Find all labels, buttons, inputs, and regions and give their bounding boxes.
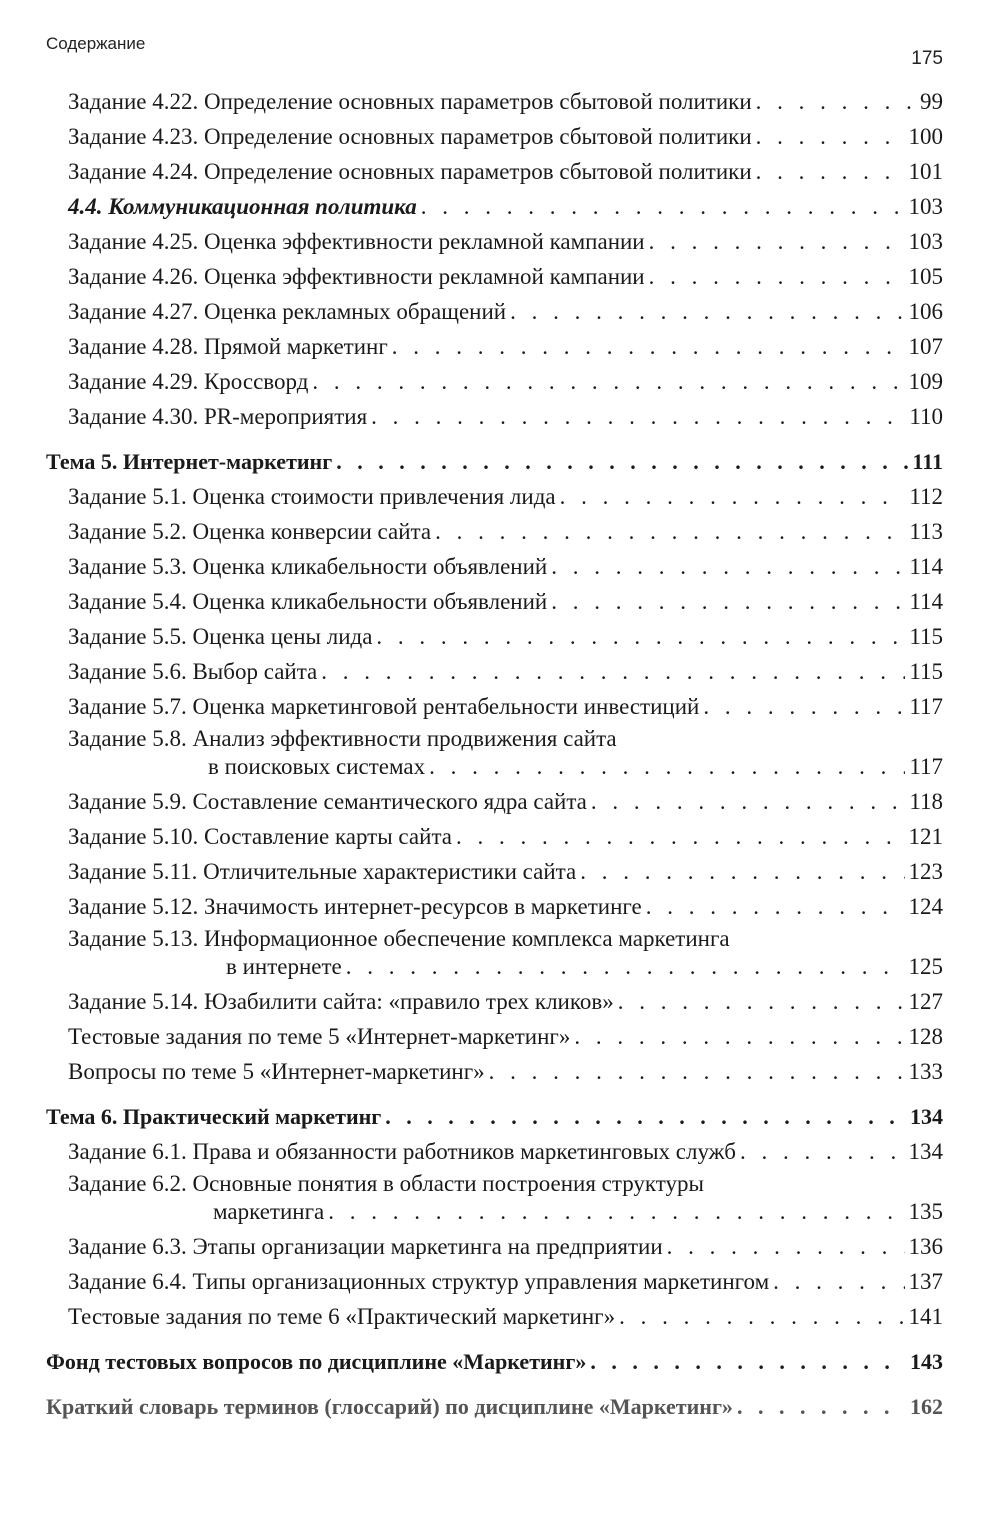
entry-page: 141: [908, 1304, 943, 1329]
entry-page: 118: [909, 789, 943, 814]
entry-page: 135: [908, 1199, 943, 1224]
entry-page: 125: [908, 954, 943, 979]
entry-title: Задание 5.4. Оценка кликабельности объявлений: [68, 589, 548, 614]
entry-title: Задание 5.6. Выбор сайта: [68, 659, 318, 684]
entry-title: Задание 4.26. Оценка эффективности рекламной кампании: [68, 264, 645, 289]
toc-entry: [46, 154, 943, 189]
entry-title-line1: Задание 5.8. Анализ эффективности продвижения сайта: [68, 726, 617, 751]
leader-dots: [551, 549, 905, 584]
glossary-page: 162: [910, 1394, 943, 1419]
entry-page: 134: [908, 1139, 943, 1164]
leader-dots: [336, 444, 908, 479]
toc-entry: [46, 1299, 943, 1334]
leader-dots: [619, 1299, 904, 1334]
toc-entry: [46, 984, 943, 1019]
entry-second-line: [68, 1199, 943, 1229]
entry-title: Задание 5.5. Оценка цены лида: [68, 624, 373, 649]
entry-title-line2: маркетинга: [213, 1199, 325, 1224]
leader-dots: [667, 1229, 905, 1264]
entry-page: 110: [909, 404, 943, 429]
entry-second-line: [68, 754, 943, 784]
leader-dots: [773, 1264, 904, 1299]
toc-entry: [46, 119, 943, 154]
toc-topic-heading: [46, 1099, 943, 1134]
toc-entry: [46, 549, 943, 584]
entry-page: 114: [909, 554, 943, 579]
leader-dots: [590, 1344, 906, 1379]
entry-title: Задание 4.24. Определение основных параметров сбытовой политики: [68, 159, 752, 184]
leader-dots: [321, 654, 905, 689]
toc-topic-heading: [46, 1389, 943, 1424]
toc-entry: [46, 1134, 943, 1169]
leader-dots: [703, 689, 905, 724]
entry-title-line1: Задание 6.2. Основные понятия в области построения структуры: [68, 1171, 704, 1196]
entry-page: 114: [909, 589, 943, 614]
entry-title: Задание 4.27. Оценка рекламных обращений: [68, 299, 507, 324]
entry-title: Задание 5.3. Оценка кликабельности объявлений: [68, 554, 548, 579]
toc-entry: [46, 689, 943, 724]
entry-title: Задание 6.3. Этапы организации маркетинга на предприятии: [68, 1234, 663, 1259]
entry-title: Задание 4.28. Прямой маркетинг: [68, 334, 388, 359]
entry-title-line1: Задание 5.13. Информационное обеспечение комплекса маркетинга: [68, 926, 730, 951]
toc-entry: [46, 329, 943, 364]
leader-dots: [649, 224, 905, 259]
entry-page: 101: [908, 159, 943, 184]
toc-entry: [46, 819, 943, 854]
leader-dots: [551, 584, 905, 619]
entry-title: Задание 6.1. Права и обязанности работников маркетинговых служб: [68, 1139, 736, 1164]
leader-dots: [560, 479, 906, 514]
toc-entry: [46, 399, 943, 434]
leader-dots: [328, 1199, 904, 1225]
toc-topic-heading: [46, 444, 943, 479]
entry-page: 127: [908, 989, 943, 1014]
entry-title: Задание 5.1. Оценка стоимости привлечения лида: [68, 484, 556, 509]
toc-entry: [46, 889, 943, 924]
entry-title: Задание 5.11. Отличительные характеристики сайта: [68, 859, 577, 884]
leader-dots: [421, 189, 905, 224]
entry-page: 113: [909, 519, 943, 544]
leader-dots: [756, 119, 905, 154]
toc-entry: [46, 784, 943, 819]
leader-dots: [574, 1019, 904, 1054]
toc-entry-two-line: [46, 1169, 943, 1229]
leader-dots: [392, 329, 905, 364]
toc-entry: [46, 584, 943, 619]
entry-title: Вопросы по теме 5 «Интернет-маркетинг»: [68, 1059, 485, 1084]
subsection-title: 4.4. Коммуникационная политика: [68, 194, 417, 219]
entry-page: 106: [908, 299, 943, 324]
entry-page: 133: [908, 1059, 943, 1084]
entry-page: 115: [909, 624, 943, 649]
leader-dots: [756, 84, 916, 119]
leader-dots: [591, 784, 905, 819]
test-fund-title: Фонд тестовых вопросов по дисциплине «Маркетинг»: [46, 1349, 587, 1374]
entry-second-line: [68, 954, 943, 984]
leader-dots: [649, 259, 905, 294]
entry-page: 109: [908, 369, 943, 394]
entry-page: 136: [908, 1234, 943, 1259]
entry-page: 121: [908, 824, 943, 849]
leader-dots: [740, 1134, 905, 1169]
leader-dots: [756, 154, 905, 189]
table-of-contents: [46, 84, 943, 1424]
entry-page: 103: [908, 229, 943, 254]
leader-dots: [376, 619, 905, 654]
entry-title: Задание 4.23. Определение основных параметров сбытовой политики: [68, 124, 752, 149]
toc-entry: [46, 1264, 943, 1299]
entry-title: Задание 4.29. Кроссворд: [68, 369, 309, 394]
toc-entry: [46, 294, 943, 329]
leader-dots: [510, 294, 904, 329]
entry-title: Задание 5.2. Оценка конверсии сайта: [68, 519, 432, 544]
entry-title: Тестовые задания по теме 5 «Интернет-маркетинг»: [68, 1024, 571, 1049]
subsection-page: 103: [908, 194, 943, 219]
entry-title: Задание 5.10. Составление карты сайта: [68, 824, 452, 849]
leader-dots: [346, 954, 905, 980]
leader-dots: [435, 514, 905, 549]
entry-page: 137: [908, 1269, 943, 1294]
entry-title-line2: в поисковых системах: [208, 754, 426, 779]
entry-page: 115: [909, 659, 943, 684]
leader-dots: [580, 854, 904, 889]
toc-topic-heading: [46, 1344, 943, 1379]
entry-page: 124: [908, 894, 943, 919]
toc-entry: [46, 84, 943, 119]
entry-title-line2: в интернете: [226, 954, 342, 979]
topic-title: Тема 6. Практический маркетинг: [46, 1104, 382, 1129]
leader-dots: [618, 984, 905, 1019]
entry-page: 117: [909, 694, 943, 719]
running-title: Содержание: [46, 34, 146, 53]
entry-page: 105: [908, 264, 943, 289]
toc-entry: [46, 854, 943, 889]
entry-page: 123: [908, 859, 943, 884]
entry-title: Задание 4.30. PR-мероприятия: [68, 404, 368, 429]
toc-entry: [46, 654, 943, 689]
toc-entry: [46, 514, 943, 549]
leader-dots: [456, 819, 905, 854]
topic-title: Тема 5. Интернет-маркетинг: [46, 449, 333, 474]
test-fund-page: 143: [910, 1349, 943, 1374]
page-number: 175: [911, 48, 943, 69]
toc-entry: [46, 1054, 943, 1089]
toc-entry: [46, 364, 943, 399]
leader-dots: [312, 364, 904, 399]
entry-page: 112: [909, 484, 943, 509]
toc-entry-two-line: [46, 724, 943, 784]
entry-title: Задание 5.14. Юзабилити сайта: «правило трех кликов»: [68, 989, 614, 1014]
leader-dots: [737, 1389, 906, 1424]
leader-dots: [489, 1054, 905, 1089]
toc-entry: [46, 1019, 943, 1054]
topic-page: 111: [912, 449, 943, 474]
entry-page: 100: [908, 124, 943, 149]
entry-page: 107: [908, 334, 943, 359]
glossary-title: Краткий словарь терминов (глоссарий) по дисциплине «Маркетинг»: [46, 1394, 733, 1419]
entry-page: 117: [909, 754, 943, 779]
toc-entry: [46, 479, 943, 514]
leader-dots: [385, 1099, 906, 1134]
entry-title: Задание 4.25. Оценка эффективности рекламной кампании: [68, 229, 645, 254]
entry-title: Задание 5.9. Составление семантического ядра сайта: [68, 789, 587, 814]
toc-entry-two-line: [46, 924, 943, 984]
entry-title: Тестовые задания по теме 6 «Практический маркетинг»: [68, 1304, 616, 1329]
entry-title: Задание 5.12. Значимость интернет-ресурсов в маркетинге: [68, 894, 642, 919]
toc-entry: [46, 1229, 943, 1264]
toc-entry: [46, 619, 943, 654]
entry-title: Задание 4.22. Определение основных параметров сбытовой политики: [68, 89, 752, 114]
toc-entry: [46, 259, 943, 294]
toc-entry: [46, 224, 943, 259]
topic-page: 134: [910, 1104, 943, 1129]
leader-dots: [429, 754, 905, 780]
entry-page: 128: [908, 1024, 943, 1049]
entry-page: 99: [920, 89, 943, 114]
leader-dots: [371, 399, 905, 434]
entry-title: Задание 6.4. Типы организационных структур управления маркетингом: [68, 1269, 770, 1294]
toc-subsection: [46, 189, 943, 224]
leader-dots: [646, 889, 905, 924]
entry-title: Задание 5.7. Оценка маркетинговой рентабельности инвестиций: [68, 694, 700, 719]
